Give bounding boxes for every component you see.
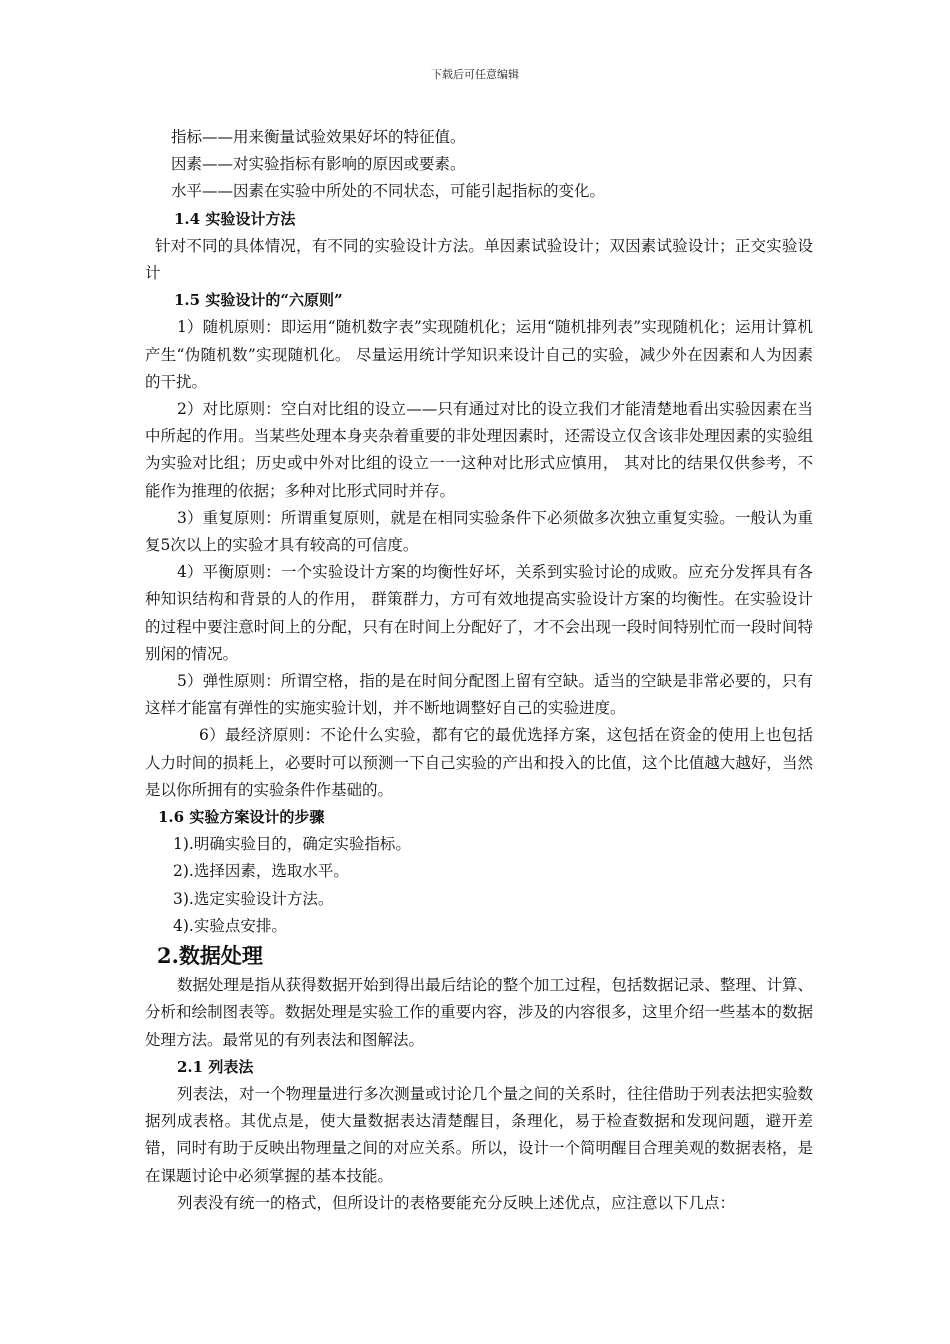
definition-factor: 因素——对实验指标有影响的原因或要素。	[171, 155, 466, 174]
section-1-5-heading: 1.5 实验设计的“六原则”	[174, 291, 343, 310]
principle-contrast: 2）对比原则：空白对比组的设立——只有通过对比的设立我们才能清楚地看出实验因素在当中所起的作用。当某些处理本身夹杂着重要的非处理因素时，还需设立仅含该非处理因素的实验组为实验对比组；历史或中外对比组的设立一一这种对比形式应慎用， 其对比的结果仅供参考，不能作为推理的依据；多种对比形式同时并存。	[145, 400, 813, 500]
section-1-6-heading: 1.6 实验方案设计的步骤	[158, 808, 325, 827]
step-item: 1).明确实验目的，确定实验指标。	[173, 835, 411, 854]
section-2-heading: 2.数据处理	[157, 943, 263, 969]
principle-economy: 6）最经济原则：不论什么实验，都有它的最优选择方案，这包括在资金的使用上也包括人力时间的损耗上，必要时可以预测一下自己实验的产出和投入的比值，这个比值越大越好，当然是以你所拥有的实验条件作基础的。	[145, 726, 813, 799]
step-item: 4).实验点安排。	[173, 916, 287, 935]
section-2-1-heading: 2.1 列表法	[177, 1057, 254, 1076]
step-item: 2).选择因素，选取水平。	[173, 862, 349, 881]
section-2-1-body: 列表法，对一个物理量进行多次测量或讨论几个量之间的关系时，往往借助于列表法把实验数据列成表格。其优点是，使大量数据表达清楚醒目，条理化，易于检查数据和发现问题，避开差错，同时有助于反映出物理量之间的对应关系。所以，设计一个简明醒目合理美观的数据表格，是在课题讨论中必须掌握的基本技能。	[145, 1084, 813, 1185]
section-1-4-heading: 1.4 实验设计方法	[174, 209, 296, 228]
principle-flexibility: 5）弹性原则：所谓空格，指的是在时间分配图上留有空缺。适当的空缺是非常必要的，只有这样才能富有弹性的实施实验计划，并不断地调整好自己的实验进度。	[145, 672, 813, 718]
section-2-1-note: 列表没有统一的格式，但所设计的表格要能充分反映上述优点，应注意以下几点：	[177, 1193, 736, 1212]
definition-level: 水平——因素在实验中所处的不同状态，可能引起指标的变化。	[171, 182, 606, 201]
definition-indicator: 指标——用来衡量试验效果好坏的特征值。	[171, 128, 466, 146]
principle-repeat: 3）重复原则：所谓重复原则，就是在相同实验条件下必须做多次独立重复实验。一般认为重复5次以上的实验才具有较高的可信度。	[145, 508, 813, 555]
step-item: 3).选定实验设计方法。	[173, 889, 334, 908]
document-body	[145, 124, 813, 1217]
section-1-4-body: 针对不同的具体情况，有不同的实验设计方法。单因素试验设计；双因素试验设计；正交实验设计	[145, 236, 813, 283]
principle-random: 1）随机原则：即运用“随机数字表”实现随机化；运用“随机排列表”实现随机化；运用计算机产生“伪随机数”实现随机化。 尽量运用统计学知识来设计自己的实验，减少外在因素和人为因素的干扰。	[145, 318, 813, 391]
section-2-body: 数据处理是指从获得数据开始到得出最后结论的整个加工过程，包括数据记录、整理、计算、分析和绘制图表等。数据处理是实验工作的重要内容，涉及的内容很多，这里介绍一些基本的数据处理方法。最常见的有列表法和图解法。	[145, 976, 813, 1049]
page-header: 下载后可任意编辑	[431, 68, 519, 81]
principle-balance: 4）平衡原则：一个实验设计方案的均衡性好坏，关系到实验讨论的成败。应充分发挥具有各种知识结构和背景的人的作用， 群策群力，方可有效地提高实验设计方案的均衡性。在实验设计的过程中要注意时间上的分配，只有在时间上分配好了，才不会出现一段时间特别忙而一段时间特别闲的情况。	[145, 563, 813, 663]
